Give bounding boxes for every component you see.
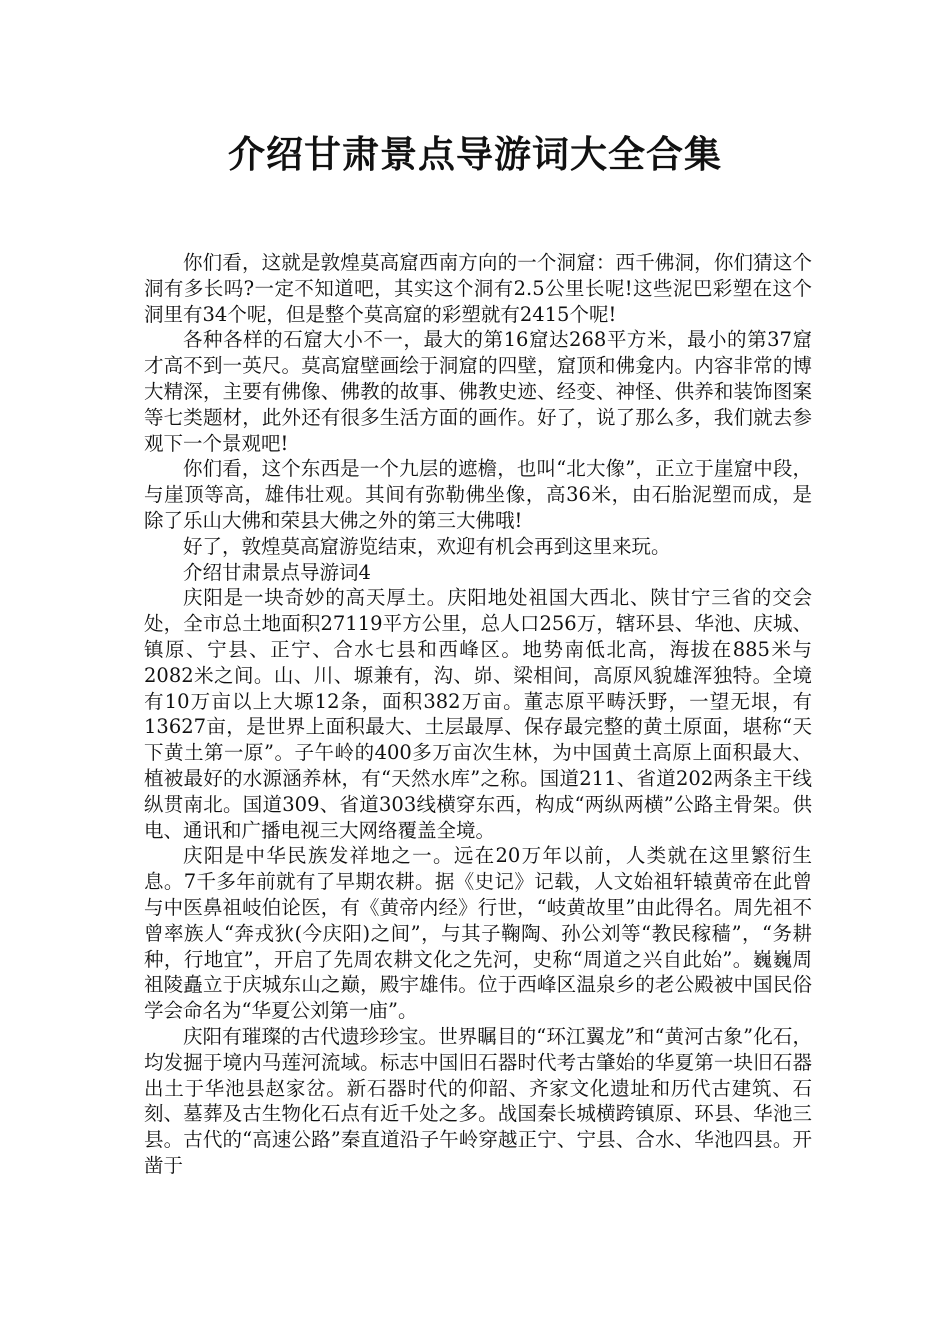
paragraph: 好了，敦煌莫高窟游览结束，欢迎有机会再到这里来玩。 <box>183 534 671 558</box>
paragraph: 你们看，这就是敦煌莫高窟西南方向的一个洞窟：西千佛洞，你们猜这个洞有多长吗?一定不知道吧，其实这个洞有2.5公里长呢!这些泥巴彩塑在这个洞里有34个呢，但是整个莫高窟的彩塑就有2415个呢! <box>144 251 812 326</box>
paragraph: 庆阳是中华民族发祥地之一。远在20万年以前，人类就在这里繁衍生息。7千多年前就有了早期农耕。据《史记》记载，人文始祖轩辕黄帝在此曾与中医鼻祖岐伯论医，有《黄帝内经》行世，“岐黄故里”由此得名。周先祖不曾率族人“奔戎狄(今庆阳)之间”，与其子鞠陶、孙公刘等“教民稼穑”，“务耕种，行地宜”，开启了先周农耕文化之先河，史称“周道之兴自此始”。巍巍周祖陵矗立于庆城东山之巅，殿宇雄伟。位于西峰区温泉乡的老公殿被中国民俗学会命名为“华夏公刘第一庙”。 <box>144 844 812 1023</box>
paragraph: 庆阳是一块奇妙的高天厚土。庆阳地处祖国大西北、陕甘宁三省的交会处，全市总土地面积27119平方公里，总人口256万，辖环县、华池、庆城、镇原、宁县、正宁、合水七县和西峰区。地势南低北高，海拔在885米与2082米之间。山、川、塬兼有，沟、峁、梁相间，高原风貌雄浑独特。全境有10万亩以上大塬12条，面积382万亩。董志原平畴沃野，一望无垠，有13627亩，是世界上面积最大、土层最厚、保存最完整的黄土原面，堪称“天下黄土第一原”。子午岭的400多万亩次生林，为中国黄土高原上面积最大、植被最好的水源涵养林，有“天然水库”之称。国道211、省道202两条主干线纵贯南北。国道309、省道303线横穿东西，构成“两纵两横”公路主骨架。供电、通讯和广播电视三大网络覆盖全境。 <box>144 586 812 842</box>
section-heading: 介绍甘肃景点导游词4 <box>183 560 371 584</box>
paragraph: 各种各样的石窟大小不一，最大的第16窟达268平方米，最小的第37窟才高不到一英尺。莫高窟壁画绘于洞窟的四壁，窟顶和佛龛内。内容非常的博大精深，主要有佛像、佛教的故事、佛教史迹、经变、神怪、供养和装饰图案等七类题材，此外还有很多生活方面的画作。好了，说了那么多，我们就去参观下一个景观吧! <box>144 328 812 455</box>
paragraph: 庆阳有璀璨的古代遗珍珍宝。世界瞩目的“环江翼龙”和“黄河古象”化石，均发掘于境内马莲河流域。标志中国旧石器时代考古肇始的华夏第一块旧石器出土于华池县赵家岔。新石器时代的仰韶、齐家文化遗址和历代古建筑、石刻、墓葬及古生物化石点有近千处之多。战国秦长城横跨镇原、环县、华池三县。古代的“高速公路”秦直道沿子午岭穿越正宁、宁县、合水、华池四县。开凿于 <box>144 1024 812 1177</box>
document-body <box>144 250 812 1179</box>
document-title: 介绍甘肃景点导游词大全合集 <box>228 133 722 176</box>
paragraph: 你们看，这个东西是一个九层的遮檐，也叫“北大像”，正立于崖窟中段，与崖顶等高，雄伟壮观。其间有弥勒佛坐像，高36米，由石胎泥塑而成，是除了乐山大佛和荣县大佛之外的第三大佛哦! <box>144 457 812 532</box>
